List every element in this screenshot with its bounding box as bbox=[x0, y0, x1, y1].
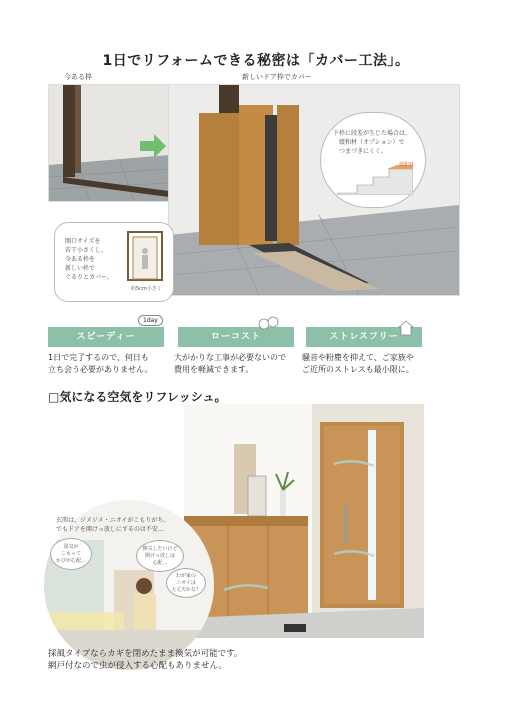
section-heading: □気になる空気をリフレッシュ。 bbox=[48, 390, 227, 404]
bubble-humidity-line3: かびが心配… bbox=[55, 557, 86, 564]
feature-lowcost-bar: ローコスト bbox=[178, 327, 294, 347]
coins-icon bbox=[258, 316, 280, 332]
after-label: 新しいドア枠でカバー bbox=[242, 73, 312, 81]
bubble-humidity-line1: 湿気が bbox=[63, 543, 79, 550]
frame-callout-line4: 新しい枠で bbox=[65, 265, 96, 272]
feature-speedy-bar: スピーディー bbox=[48, 327, 164, 347]
bubble-ventilate-line1: 換気したいけど bbox=[142, 545, 178, 552]
entrance-photo bbox=[184, 404, 424, 638]
frame-callout bbox=[54, 222, 174, 302]
feature-stressfree-desc1: 騒音や粉塵を抑えて、ご家族や bbox=[302, 353, 414, 362]
step-callout-tag: 緩和材 bbox=[399, 162, 415, 168]
footer-line2: 網戸付なので虫が侵入する心配もありません。 bbox=[48, 661, 228, 671]
step-callout bbox=[320, 112, 426, 208]
one-day-badge: 1day bbox=[138, 315, 163, 326]
feature-lowcost-desc1: 大がかりな工事が必要ないので bbox=[174, 353, 286, 362]
feature-stressfree-bar: ストレスフリー bbox=[306, 327, 422, 347]
frame-callout-line2: 若干小さくし、 bbox=[65, 247, 108, 254]
scene-note-line2: でもドアを開けっ放しにするのは不安… bbox=[56, 526, 164, 533]
arrow-right-icon bbox=[140, 134, 166, 162]
bubble-odor-line1: わが家の bbox=[175, 572, 196, 579]
bubble-odor-line3: 大丈夫かな？ bbox=[170, 586, 201, 593]
before-label: 今ある枠 bbox=[64, 73, 92, 81]
speech-bubble-ventilate bbox=[136, 540, 184, 572]
step-callout-line3: つまづきにくく。 bbox=[339, 148, 387, 155]
frame-dimension: 約5cm小さく bbox=[131, 286, 162, 292]
after-frame-image bbox=[168, 84, 460, 296]
bubble-ventilate-line3: 心配… bbox=[152, 559, 168, 566]
bubble-odor-line2: ニオイは bbox=[176, 579, 196, 586]
scene-note-line1: 玄関は、ジメジメ・ニオイがこもりがち。 bbox=[56, 517, 170, 524]
page-title: 1日でリフォームできる秘密は「カバー工法」。 bbox=[102, 53, 410, 69]
door-frame-diagram bbox=[127, 231, 163, 283]
feature-speedy-desc1: 1日で完了するので、何日も bbox=[48, 353, 149, 362]
speech-bubble-odor bbox=[166, 568, 206, 598]
house-icon bbox=[398, 320, 414, 336]
frame-callout-line5: ぐるりとカバー。 bbox=[65, 274, 113, 281]
feature-stressfree-desc2: ご近所のストレスも最小限に。 bbox=[302, 365, 414, 374]
entrance-illustration bbox=[184, 404, 424, 638]
step-callout-line2: 緩和材（オプション）で bbox=[339, 139, 405, 146]
step-callout-line1: 下枠に段差が生じた場合は、 bbox=[333, 130, 412, 137]
frame-callout-line1: 開口サイズを bbox=[65, 238, 101, 245]
speech-bubble-humidity bbox=[50, 538, 92, 570]
bubble-ventilate-line2: 開けっ放しは bbox=[144, 552, 175, 559]
after-frame-illustration bbox=[169, 85, 459, 295]
footer-text bbox=[48, 648, 242, 672]
frame-callout-line3: 今ある枠を bbox=[65, 256, 96, 263]
bubble-humidity-line2: こもって bbox=[60, 550, 81, 557]
footer-line1: 採風タイプならカギを閉めたまま換気が可能です。 bbox=[48, 649, 243, 659]
feature-lowcost-desc2: 費用を軽減できます。 bbox=[174, 365, 254, 374]
feature-speedy-desc2: 立ち会う必要がありません。 bbox=[48, 365, 153, 374]
